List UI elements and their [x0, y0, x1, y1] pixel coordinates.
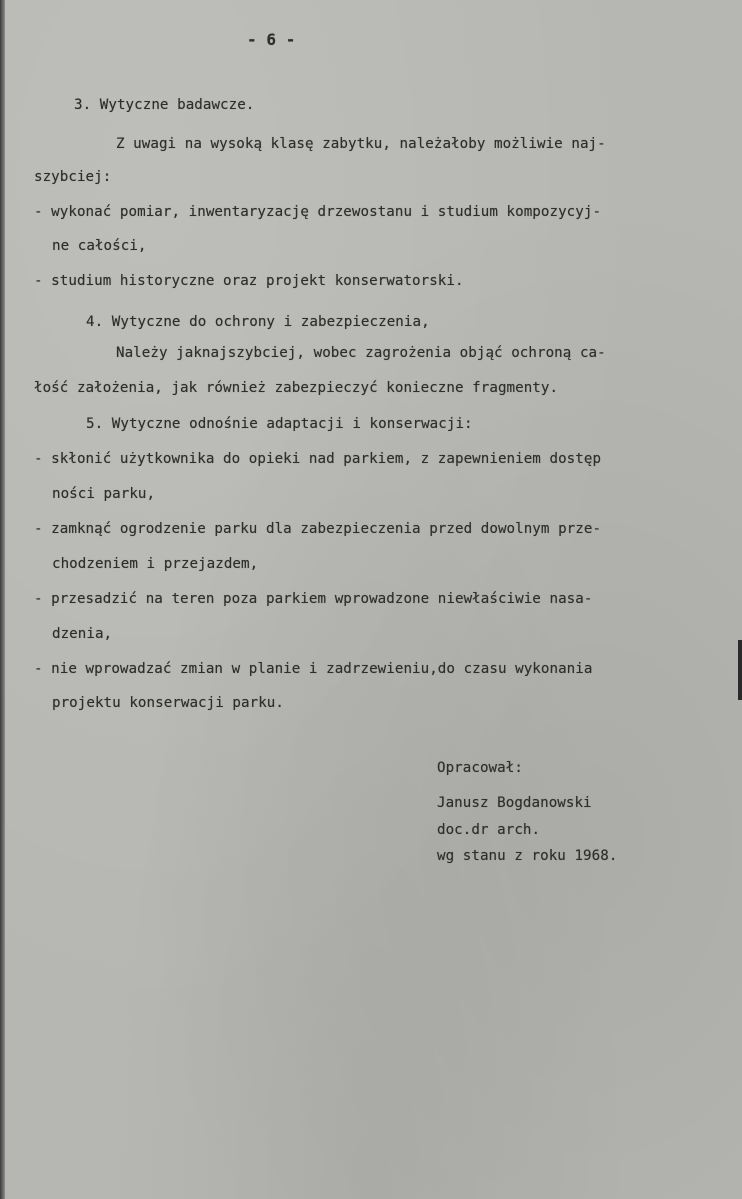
- list-item: - wykonać pomiar, inwentaryzację drzewostanu i studium kompozycyj-: [34, 204, 602, 220]
- signature-title: doc.dr arch.: [437, 822, 541, 838]
- list-item-cont: ne całości,: [52, 238, 147, 254]
- section-4-heading: 4. Wytyczne do ochrony i zabezpieczenia,: [86, 314, 430, 330]
- paragraph-line: szybciej:: [34, 169, 112, 185]
- list-item-cont: dzenia,: [52, 626, 113, 642]
- list-item-cont: chodzeniem i przejazdem,: [52, 556, 259, 572]
- paragraph-line: Należy jaknajszybciej, wobec zagrożenia objąć ochroną ca-: [116, 345, 606, 361]
- list-item-cont: ności parku,: [52, 486, 156, 502]
- signature-label: Opracował:: [437, 760, 523, 776]
- list-item-cont: projektu konserwacji parku.: [52, 695, 284, 711]
- list-item: - nie wprowadzać zmian w planie i zadrzewieniu,do czasu wykonania: [34, 661, 593, 677]
- section-3-heading: 3. Wytyczne badawcze.: [74, 97, 255, 113]
- signature-date: wg stanu z roku 1968.: [437, 848, 618, 864]
- signature-name: Janusz Bogdanowski: [437, 795, 592, 811]
- list-item: - skłonić użytkownika do opieki nad parkiem, z zapewnieniem dostęp: [34, 451, 602, 467]
- list-item: - przesadzić na teren poza parkiem wprowadzone niewłaściwie nasa-: [34, 591, 593, 607]
- list-item: - zamknąć ogrodzenie parku dla zabezpieczenia przed dowolnym prze-: [34, 521, 602, 537]
- list-item: - studium historyczne oraz projekt konserwatorski.: [34, 273, 464, 289]
- section-5-heading: 5. Wytyczne odnośnie adaptacji i konserwacji:: [86, 416, 473, 432]
- page-edge-mark: [738, 640, 742, 700]
- page-number: - 6 -: [247, 30, 296, 49]
- page-edge-shadow: [0, 0, 5, 1199]
- paragraph-line: Z uwagi na wysoką klasę zabytku, należałoby możliwie naj-: [116, 136, 606, 152]
- paragraph-line: łość założenia, jak również zabezpieczyć konieczne fragmenty.: [34, 380, 559, 396]
